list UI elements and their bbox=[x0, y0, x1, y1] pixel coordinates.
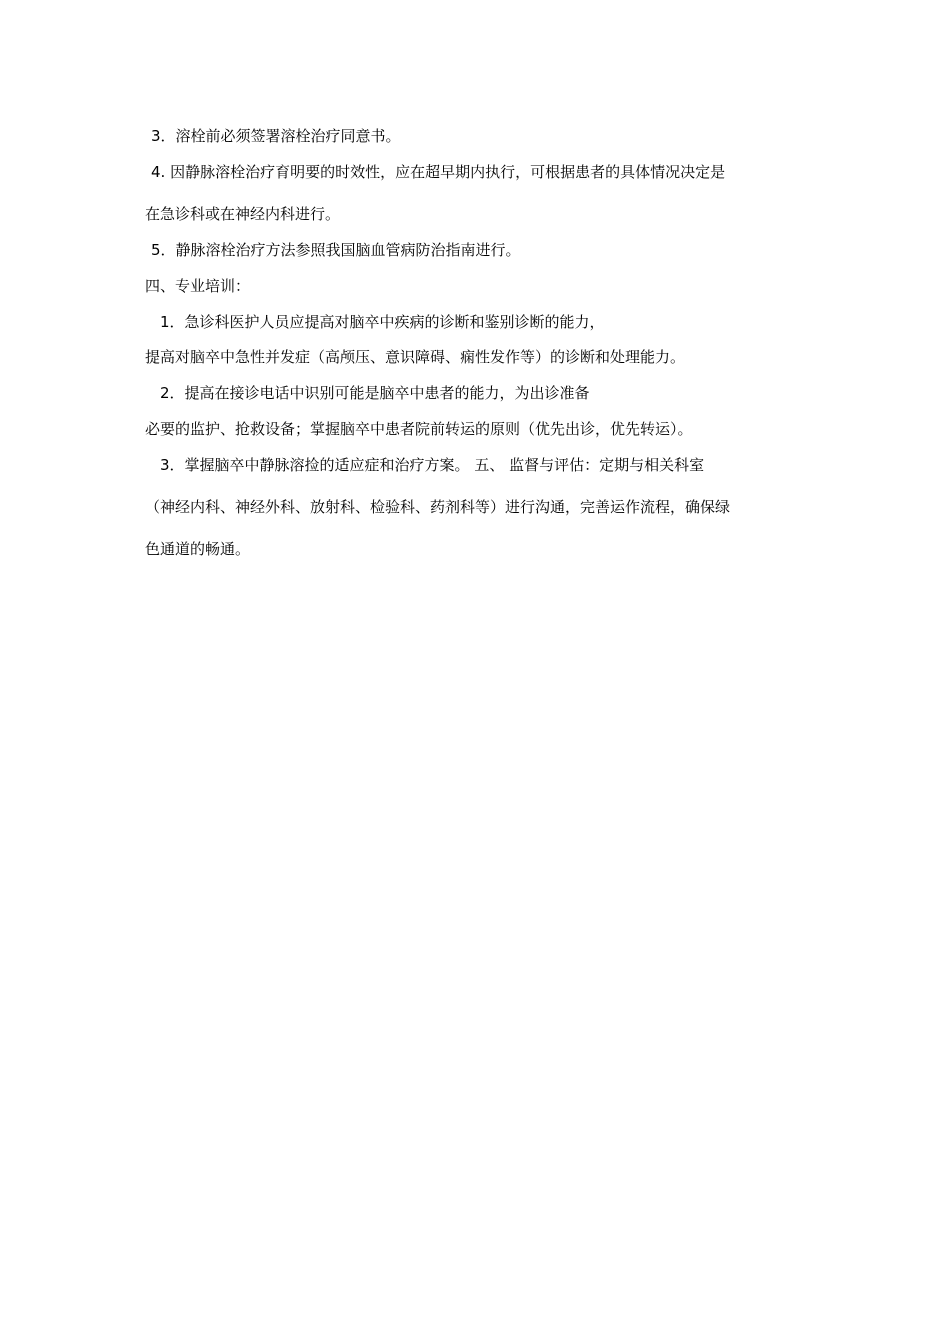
text-line: 提高对脑卒中急性并发症（高颅压、意识障碍、痫性发作等）的诊断和处理能力。 bbox=[145, 348, 686, 366]
text-line: 在急诊科或在神经内科进行。 bbox=[145, 205, 341, 223]
text-line: 必要的监护、抢救设备；掌握脑卒中患者院前转运的原则（优先出诊，优先转运）。 bbox=[145, 420, 693, 438]
text-line: 3．溶栓前必须签署溶栓治疗同意书。 bbox=[151, 127, 401, 145]
text-line: 色通道的畅通。 bbox=[145, 540, 251, 558]
text-line: 1．急诊科医护人员应提高对脑卒中疾病的诊断和鉴别诊断的能力， bbox=[160, 313, 605, 331]
text-line: 5．静脉溶栓治疗方法参照我国脑血管病防治指南进行。 bbox=[151, 241, 521, 259]
text-line: 2．提高在接诊电话中识别可能是脑卒中患者的能力，为出诊准备 bbox=[160, 384, 590, 402]
text-line: 4. 因静脉溶栓治疗育明要的时效性，应在超早期内执行，可根据患者的具体情况决定是 bbox=[151, 163, 726, 181]
text-line: 3．掌握脑卒中静脉溶捡的适应症和治疗方案。 五、 监督与评估：定期与相关科室 bbox=[160, 456, 705, 474]
section-heading: 四、专业培训： bbox=[145, 277, 251, 295]
text-line: （神经内科、神经外科、放射科、检验科、药剂科等）进行沟通，完善运作流程，确保绿 bbox=[145, 498, 731, 516]
